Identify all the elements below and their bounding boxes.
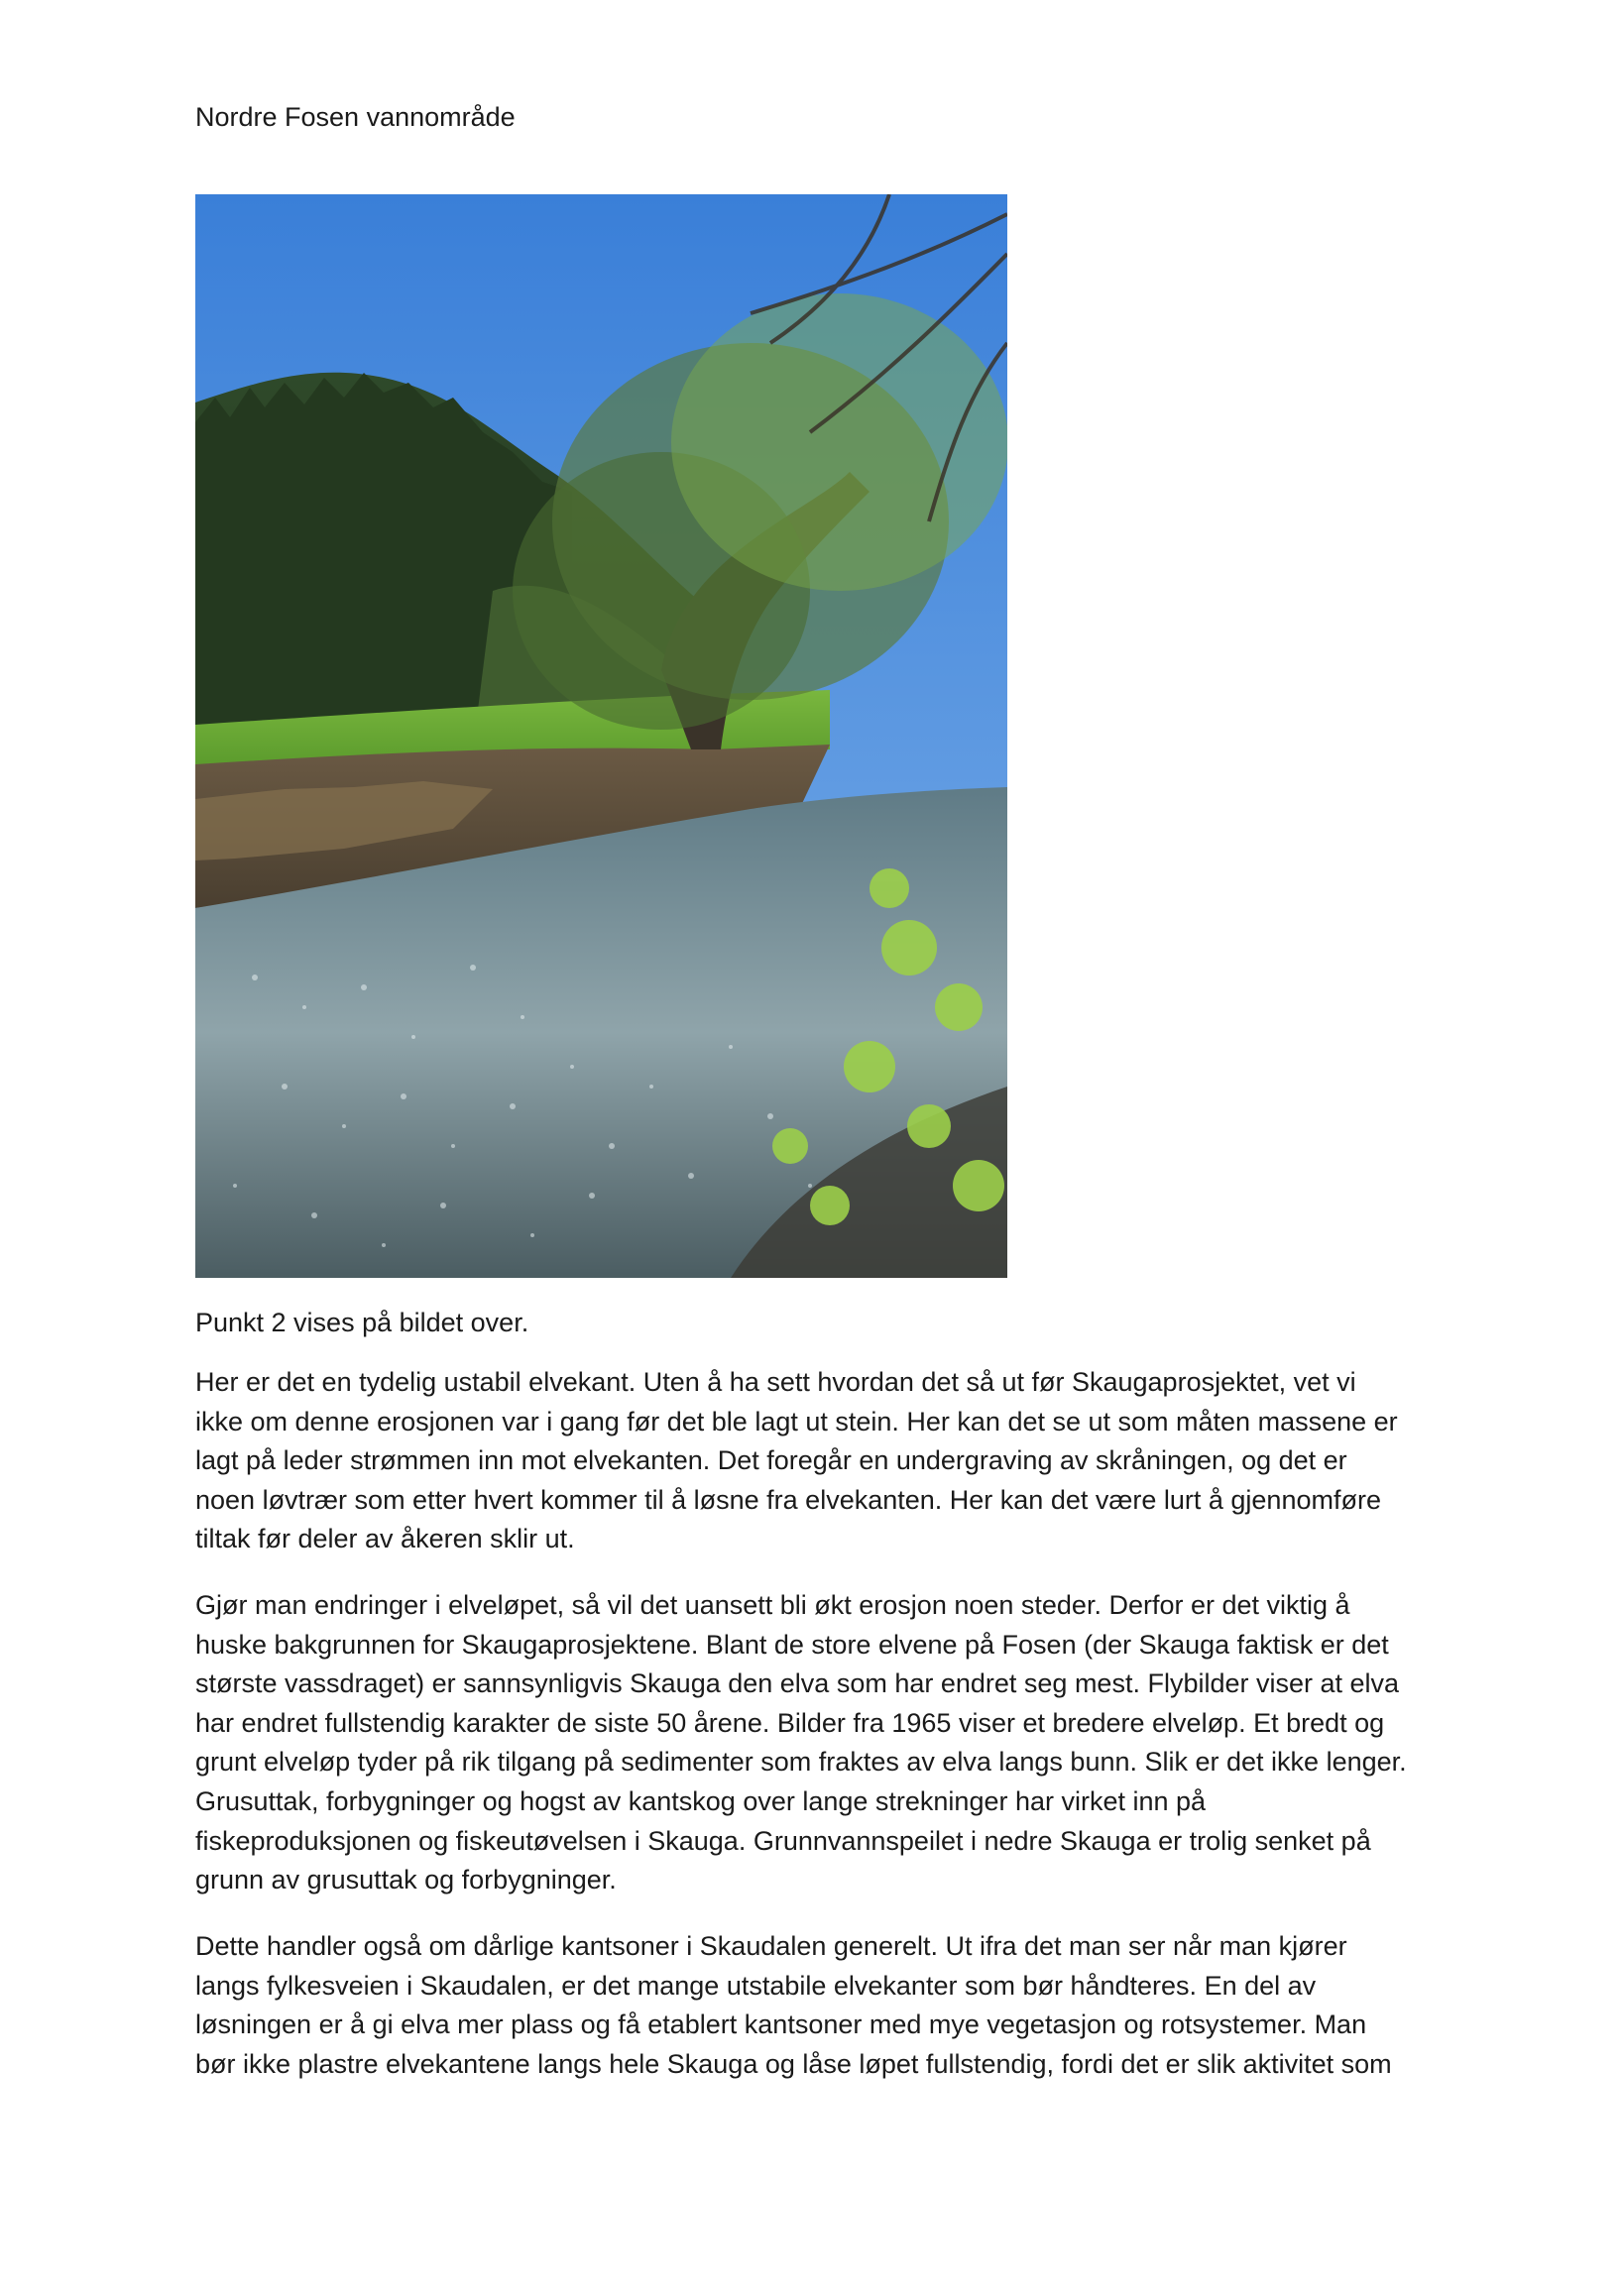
paragraph-line: løsningen er å gi elva mer plass og få etablert kantsoner med mye vegetasjon og rotsystemer. Man	[195, 2009, 1367, 2040]
paragraph-line: lagt på leder strømmen inn mot elvekanten. Det foregår en undergraving av skråningen, og det er	[195, 1445, 1347, 1476]
paragraph-line: bør ikke plastre elvekantene langs hele Skauga og låse løpet fullstendig, fordi det er slik aktivitet som	[195, 2048, 1392, 2079]
paragraph-line: langs fylkesveien i Skaudalen, er det mange utstabile elvekanter som bør håndteres. En del av	[195, 1970, 1317, 2001]
paragraph-line: Grusuttak, forbygninger og hogst av kantskog over lange strekninger har virket inn på	[195, 1785, 1207, 1816]
photo-caption: Punkt 2 vises på bildet over.	[195, 1308, 529, 1337]
river-photo	[195, 194, 1007, 1278]
document-header: Nordre Fosen vannområde	[195, 102, 516, 132]
paragraph-line: Her er det en tydelig ustabil elvekant. Uten å ha sett hvordan det så ut før Skaugaprosjektet, vet vi	[195, 1367, 1356, 1397]
paragraph-line: grunt elveløp tyder på rik tilgang på sedimenter som fraktes av elva langs bunn. Slik er det ikke lenger.	[195, 1747, 1407, 1778]
paragraph-line: fiskeproduksjonen og fiskeutøvelsen i Skauga. Grunnvannspeilet i nedre Skauga er trolig senket på	[195, 1825, 1371, 1856]
paragraph-line: største vassdraget) er sannsynligvis Skauga den elva som har endret seg mest. Flybilder viser at elva	[195, 1668, 1400, 1699]
paragraph-line: Dette handler også om dårlige kantsoner i Skaudalen generelt. Ut ifra det man ser når man kjører	[195, 1931, 1347, 1961]
paragraph-2	[195, 1586, 1445, 1900]
paragraph-3	[195, 1927, 1445, 2084]
paragraph-line: huske bakgrunnen for Skaugaprosjektene. Blant de store elvene på Fosen (der Skauga faktisk er det	[195, 1629, 1389, 1660]
paragraph-line: grunn av grusuttak og forbygninger.	[195, 1865, 617, 1895]
paragraph-line: noen løvtrær som etter hvert kommer til å løsne fra elvekanten. Her kan det være lurt å gjennomføre	[195, 1484, 1381, 1515]
paragraph-line: tiltak før deler av åkeren sklir ut.	[195, 1524, 575, 1554]
paragraph-line: har endret fullstendig karakter de siste 50 årene. Bilder fra 1965 viser et bredere elveløp. Et bredt og	[195, 1707, 1385, 1738]
paragraph-line: ikke om denne erosjonen var i gang før det ble lagt ut stein. Her kan det se ut som måten massene er	[195, 1406, 1398, 1436]
paragraph-1	[195, 1363, 1445, 1559]
paragraph-line: Gjør man endringer i elveløpet, så vil det uansett bli økt erosjon noen steder. Derfor er det viktig å	[195, 1590, 1350, 1620]
